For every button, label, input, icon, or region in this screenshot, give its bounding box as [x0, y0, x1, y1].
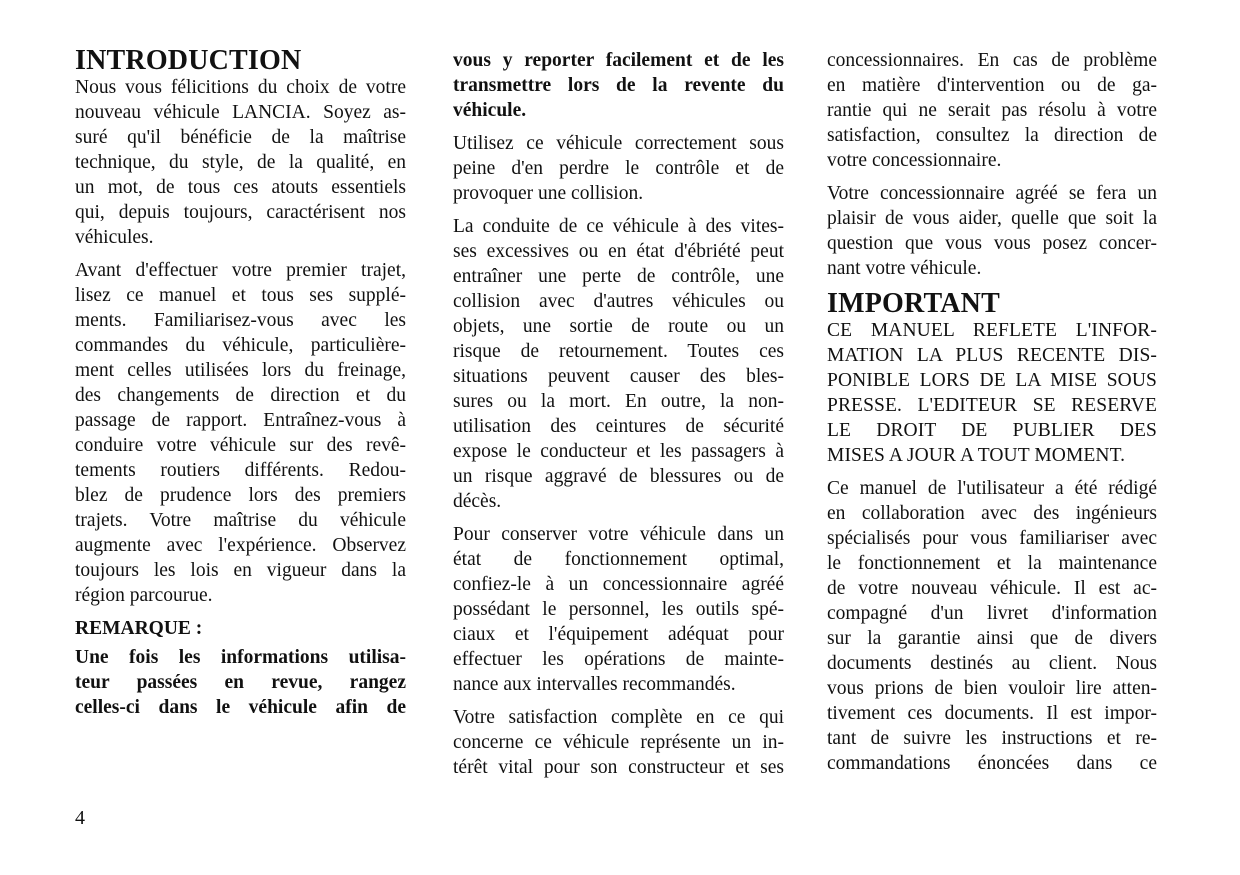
text-line: sur la garantie ainsi que de divers — [827, 628, 1157, 649]
paragraph-before-first-trip — [75, 258, 406, 608]
text-line: technique, du style, de la qualité, en — [75, 152, 406, 173]
paragraph-use-correctly — [453, 131, 784, 206]
text-line: plaisir de vous aider, quelle que soit la — [827, 208, 1157, 229]
remark-label: REMARQUE : — [75, 618, 203, 639]
text-line: Avant d'effectuer votre premier trajet, — [75, 260, 406, 281]
text-line: Pour conserver votre véhicule dans un — [453, 524, 784, 545]
text-line: celles-ci dans le véhicule afin de — [75, 697, 406, 718]
text-line: rantie qui ne serait pas résolu à votre — [827, 100, 1157, 121]
text-line: ciaux et l'équipement adéquat pour — [453, 624, 784, 645]
text-line: ments. Familiarisez-vous avec les — [75, 310, 406, 331]
text-line: décès. — [453, 491, 502, 512]
paragraph-dealers — [827, 48, 1157, 173]
text-line: trajets. Votre maîtrise du véhicule — [75, 510, 406, 531]
text-line: CE MANUEL REFLETE L'INFOR- — [827, 320, 1157, 341]
text-line: Ce manuel de l'utilisateur a été rédigé — [827, 478, 1157, 499]
text-line: PRESSE. L'EDITEUR SE RESERVE — [827, 395, 1157, 416]
text-line: entraîner une perte de contrôle, une — [453, 266, 784, 287]
text-line: situations peuvent causer des bles- — [453, 366, 784, 387]
text-line: question que vous vous posez concer- — [827, 233, 1157, 254]
page-number: 4 — [75, 807, 85, 829]
text-line: ses excessives ou en état d'ébriété peut — [453, 241, 784, 262]
text-line: vous prions de bien vouloir lire atten- — [827, 678, 1157, 699]
text-line: véhicule. — [453, 100, 527, 121]
text-line: compagné d'un livret d'information — [827, 603, 1157, 624]
text-line: tements routiers différents. Redou- — [75, 460, 406, 481]
text-line: augmente avec l'expérience. Observez — [75, 535, 406, 556]
text-line: des changements de direction et du — [75, 385, 406, 406]
text-line: possédant le personnel, les outils spé- — [453, 599, 784, 620]
text-line: suré qu'il bénéficie de la maîtrise — [75, 127, 406, 148]
text-line: confiez-le à un concessionnaire agréé — [453, 574, 784, 595]
text-line: état de fonctionnement optimal, — [453, 549, 784, 570]
text-line: MISES A JOUR A TOUT MOMENT. — [827, 445, 1126, 466]
column-1 — [75, 46, 406, 720]
text-line: toujours les lois en vigueur dans la — [75, 560, 406, 581]
text-line: nouveau véhicule LANCIA. Soyez as- — [75, 102, 406, 123]
text-line: nance aux intervalles recommandés. — [453, 674, 736, 695]
paragraph-satisfaction — [453, 705, 784, 780]
column-2 — [453, 46, 784, 780]
text-line: teur passées en revue, rangez — [75, 672, 406, 693]
text-line: véhicules. — [75, 227, 154, 248]
text-line: commandations énoncées dans ce — [827, 753, 1157, 774]
text-line: collision avec d'autres véhicules ou — [453, 291, 784, 312]
text-line: Votre satisfaction complète en ce qui — [453, 707, 784, 728]
text-line: vous y reporter facilement et de les — [453, 50, 784, 71]
text-line: sures ou la mort. En outre, la non- — [453, 391, 784, 412]
text-line: en collaboration avec des ingénieurs — [827, 503, 1157, 524]
text-line: LE DROIT DE PUBLIER DES — [827, 420, 1157, 441]
text-line: peine d'en perdre le contrôle et de — [453, 158, 784, 179]
text-line: provoquer une collision. — [453, 183, 644, 204]
text-line: satisfaction, consultez la direction de — [827, 125, 1157, 146]
text-line: documents destinés au client. Nous — [827, 653, 1157, 674]
text-line: MATION LA PLUS RECENTE DIS- — [827, 345, 1157, 366]
text-line: qui, depuis toujours, caractérisent nos — [75, 202, 406, 223]
text-line: PONIBLE LORS DE LA MISE SOUS — [827, 370, 1157, 391]
text-line: Nous vous félicitions du choix de votre — [75, 77, 406, 98]
section-heading-important: IMPORTANT — [827, 288, 1000, 319]
text-line: un mot, de tous ces atouts essentiels — [75, 177, 406, 198]
column-3 — [827, 46, 1157, 776]
text-line: concerne ce véhicule représente un in- — [453, 732, 784, 753]
text-line: commandes du véhicule, particulière- — [75, 335, 406, 356]
text-line: térêt vital pour son constructeur et ses — [453, 757, 784, 778]
paragraph-remark-bold — [75, 645, 406, 720]
text-line: Utilisez ce véhicule correctement sous — [453, 133, 784, 154]
text-line: en matière d'intervention ou de ga- — [827, 75, 1157, 96]
text-line: expose le conducteur et les passagers à — [453, 441, 784, 462]
text-line: spécialisés pour vous familiariser avec — [827, 528, 1157, 549]
text-line: Votre concessionnaire agréé se fera un — [827, 183, 1157, 204]
text-line: tant de suivre les instructions et re- — [827, 728, 1157, 749]
text-line: région parcourue. — [75, 585, 213, 606]
text-line: conduire votre véhicule sur des revê- — [75, 435, 406, 456]
text-line: de votre nouveau véhicule. Il est ac- — [827, 578, 1157, 599]
text-line: Une fois les informations utilisa- — [75, 647, 406, 668]
section-heading-introduction: INTRODUCTION — [75, 45, 302, 76]
paragraph-maintenance-dealer — [453, 522, 784, 697]
text-line: La conduite de ce véhicule à des vites- — [453, 216, 784, 237]
text-line: passage de rapport. Entraînez-vous à — [75, 410, 406, 431]
text-line: concessionnaires. En cas de problème — [827, 50, 1157, 71]
paragraph-dealer-help — [827, 181, 1157, 281]
text-line: ment celles utilisées lors du freinage, — [75, 360, 406, 381]
text-line: tivement ces documents. Il est impor- — [827, 703, 1157, 724]
text-line: transmettre lors de la revente du — [453, 75, 784, 96]
text-line: effectuer les opérations de mainte- — [453, 649, 784, 670]
text-line: votre concessionnaire. — [827, 150, 1002, 171]
text-line: le fonctionnement et la maintenance — [827, 553, 1157, 574]
text-line: objets, une sortie de route ou un — [453, 316, 784, 337]
paragraph-remark-continued — [453, 48, 784, 123]
text-line: blez de prudence lors des premiers — [75, 485, 406, 506]
paragraph-excessive-speed — [453, 214, 784, 514]
text-line: un risque aggravé de blessures ou de — [453, 466, 784, 487]
text-line: utilisation des ceintures de sécurité — [453, 416, 784, 437]
paragraph-manual-description — [827, 476, 1157, 776]
paragraph-important-notice — [827, 318, 1157, 468]
text-line: lisez ce manuel et tous ses supplé- — [75, 285, 406, 306]
paragraph-congratulations — [75, 75, 406, 250]
text-line: nant votre véhicule. — [827, 258, 982, 279]
text-line: risque de retournement. Toutes ces — [453, 341, 784, 362]
